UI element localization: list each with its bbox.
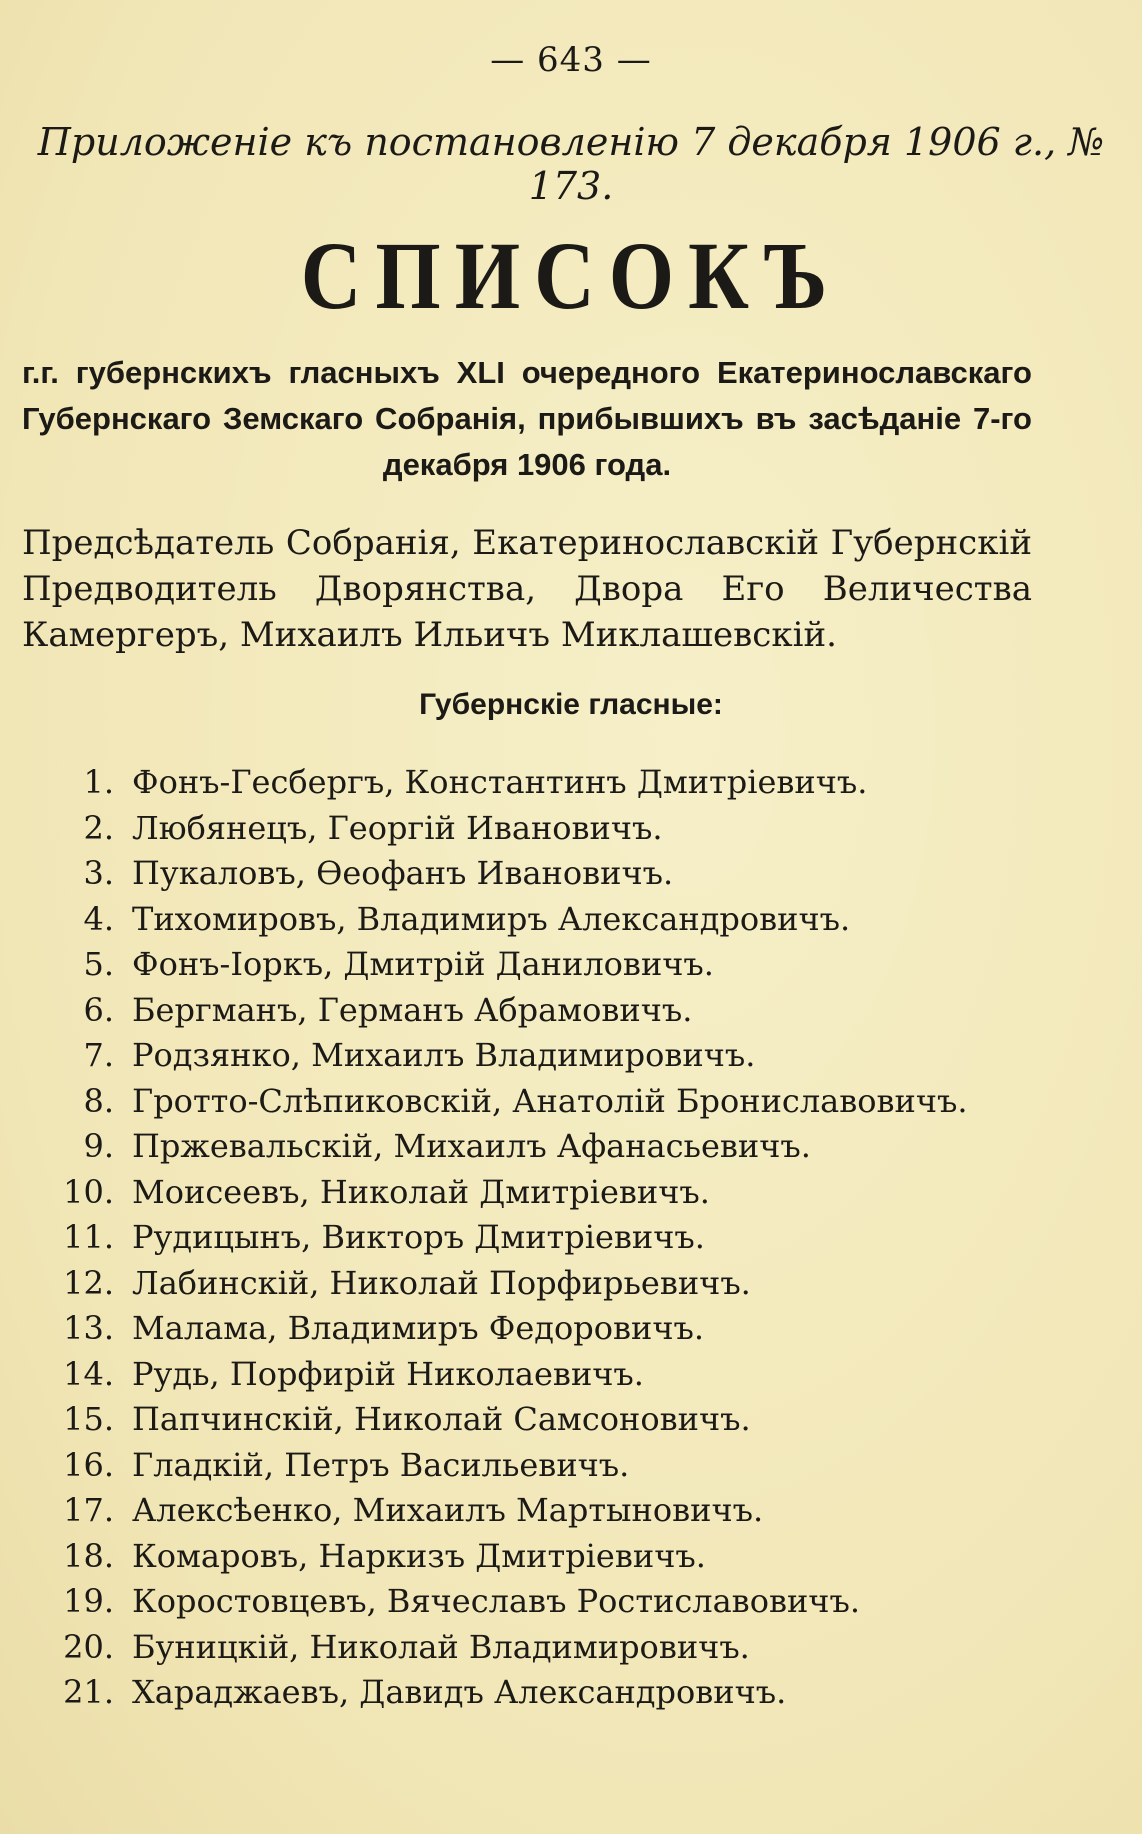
member-name: Малама, Владимиръ Федоровичъ. bbox=[132, 1309, 704, 1347]
list-item bbox=[0, 1579, 968, 1625]
page-number: — 643 — bbox=[490, 40, 652, 80]
item-number: 13. bbox=[63, 1309, 114, 1347]
list-item bbox=[0, 1443, 968, 1489]
member-name: Пукаловъ, Ѳеофанъ Ивановичъ. bbox=[132, 854, 674, 892]
item-number: 2. bbox=[83, 808, 114, 847]
member-name: Тихомировъ, Владимиръ Александровичъ. bbox=[132, 899, 851, 938]
member-name: Фонъ-Гесбергъ, Константинъ Дмитріевичъ. bbox=[132, 763, 868, 801]
member-name: Буницкій, Николай Владимировичъ. bbox=[132, 1627, 750, 1666]
list-item bbox=[0, 897, 968, 943]
list-item bbox=[0, 1352, 968, 1398]
member-name: Рудь, Порфирій Николаевичъ. bbox=[132, 1354, 644, 1393]
list-item bbox=[0, 988, 968, 1034]
section-heading: Губернскіе гласные: bbox=[419, 688, 723, 721]
item-number: 9. bbox=[83, 1127, 114, 1165]
member-name: Комаровъ, Наркизъ Дмитріевичъ. bbox=[132, 1536, 706, 1575]
member-name: Рудицынъ, Викторъ Дмитріевичъ. bbox=[132, 1218, 705, 1256]
item-number: 14. bbox=[63, 1354, 114, 1393]
member-name: Родзянко, Михаилъ Владимировичъ. bbox=[132, 1036, 756, 1074]
list-item bbox=[0, 1079, 968, 1125]
list-item bbox=[0, 806, 968, 852]
item-number: 4. bbox=[83, 899, 114, 938]
member-name: Любянецъ, Георгій Ивановичъ. bbox=[132, 808, 663, 847]
list-item bbox=[0, 760, 968, 806]
member-name: Папчинскій, Николай Самсоновичъ. bbox=[132, 1400, 751, 1438]
member-name: Бергманъ, Германъ Абрамовичъ. bbox=[132, 990, 693, 1029]
list-item bbox=[0, 1124, 968, 1170]
member-name: Хараджаевъ, Давидъ Александровичъ. bbox=[132, 1673, 787, 1711]
list-item bbox=[0, 1488, 968, 1534]
subtitle: г.г. губернскихъ гласныхъ XLI очередного Екатеринославскаго Губернскаго Земскаго Собранія, прибывшихъ въ засѣданіе 7-го декабря 1906 года. bbox=[22, 355, 1032, 482]
member-name: Фонъ-Іоркъ, Дмитрій Даниловичъ. bbox=[132, 945, 714, 983]
member-name: Пржевальскій, Михаилъ Афанасьевичъ. bbox=[132, 1127, 811, 1165]
member-name: Коростовцевъ, Вячеславъ Ростиславовичъ. bbox=[132, 1582, 860, 1620]
list-item bbox=[0, 1306, 968, 1352]
appendix-note: Приложеніе къ постановленію 7 декабря 1906 г., № 173. bbox=[37, 120, 1105, 208]
list-item bbox=[0, 1534, 968, 1580]
item-number: 20. bbox=[63, 1627, 114, 1666]
item-number: 16. bbox=[63, 1445, 114, 1484]
item-number: 12. bbox=[63, 1263, 114, 1302]
members-list bbox=[0, 760, 968, 1716]
item-number: 8. bbox=[83, 1081, 114, 1120]
list-item bbox=[0, 1670, 968, 1716]
list-item bbox=[0, 1170, 968, 1216]
list-item bbox=[0, 1261, 968, 1307]
item-number: 19. bbox=[63, 1582, 114, 1620]
member-name: Моисеевъ, Николай Дмитріевичъ. bbox=[132, 1172, 710, 1211]
list-item bbox=[0, 942, 968, 988]
item-number: 1. bbox=[83, 763, 114, 801]
member-name: Алексѣенко, Михаилъ Мартыновичъ. bbox=[132, 1491, 764, 1529]
item-number: 5. bbox=[83, 945, 114, 983]
list-item bbox=[0, 1397, 968, 1443]
chairman-paragraph: Предсѣдатель Собранія, Екатеринославскій Губернскій Предводитель Дворянства, Двора Его Величества Камергеръ, Михаилъ Ильичъ Миклашевскій. bbox=[22, 523, 1032, 655]
member-name: Гротто-Слѣпиковскій, Анатолій Брониславовичъ. bbox=[132, 1081, 968, 1120]
item-number: 11. bbox=[63, 1218, 114, 1256]
item-number: 18. bbox=[63, 1536, 114, 1575]
list-item bbox=[0, 1625, 968, 1671]
item-number: 3. bbox=[83, 854, 114, 892]
page-title: СПИСОКЪ bbox=[300, 223, 842, 330]
item-number: 17. bbox=[63, 1491, 114, 1529]
item-number: 7. bbox=[83, 1036, 114, 1074]
item-number: 21. bbox=[63, 1673, 114, 1711]
item-number: 15. bbox=[63, 1400, 114, 1438]
member-name: Лабинскій, Николай Порфирьевичъ. bbox=[132, 1263, 751, 1302]
list-item bbox=[0, 1215, 968, 1261]
item-number: 10. bbox=[63, 1172, 114, 1211]
list-item bbox=[0, 1033, 968, 1079]
item-number: 6. bbox=[83, 990, 114, 1029]
member-name: Гладкій, Петръ Васильевичъ. bbox=[132, 1445, 630, 1484]
list-item bbox=[0, 851, 968, 897]
